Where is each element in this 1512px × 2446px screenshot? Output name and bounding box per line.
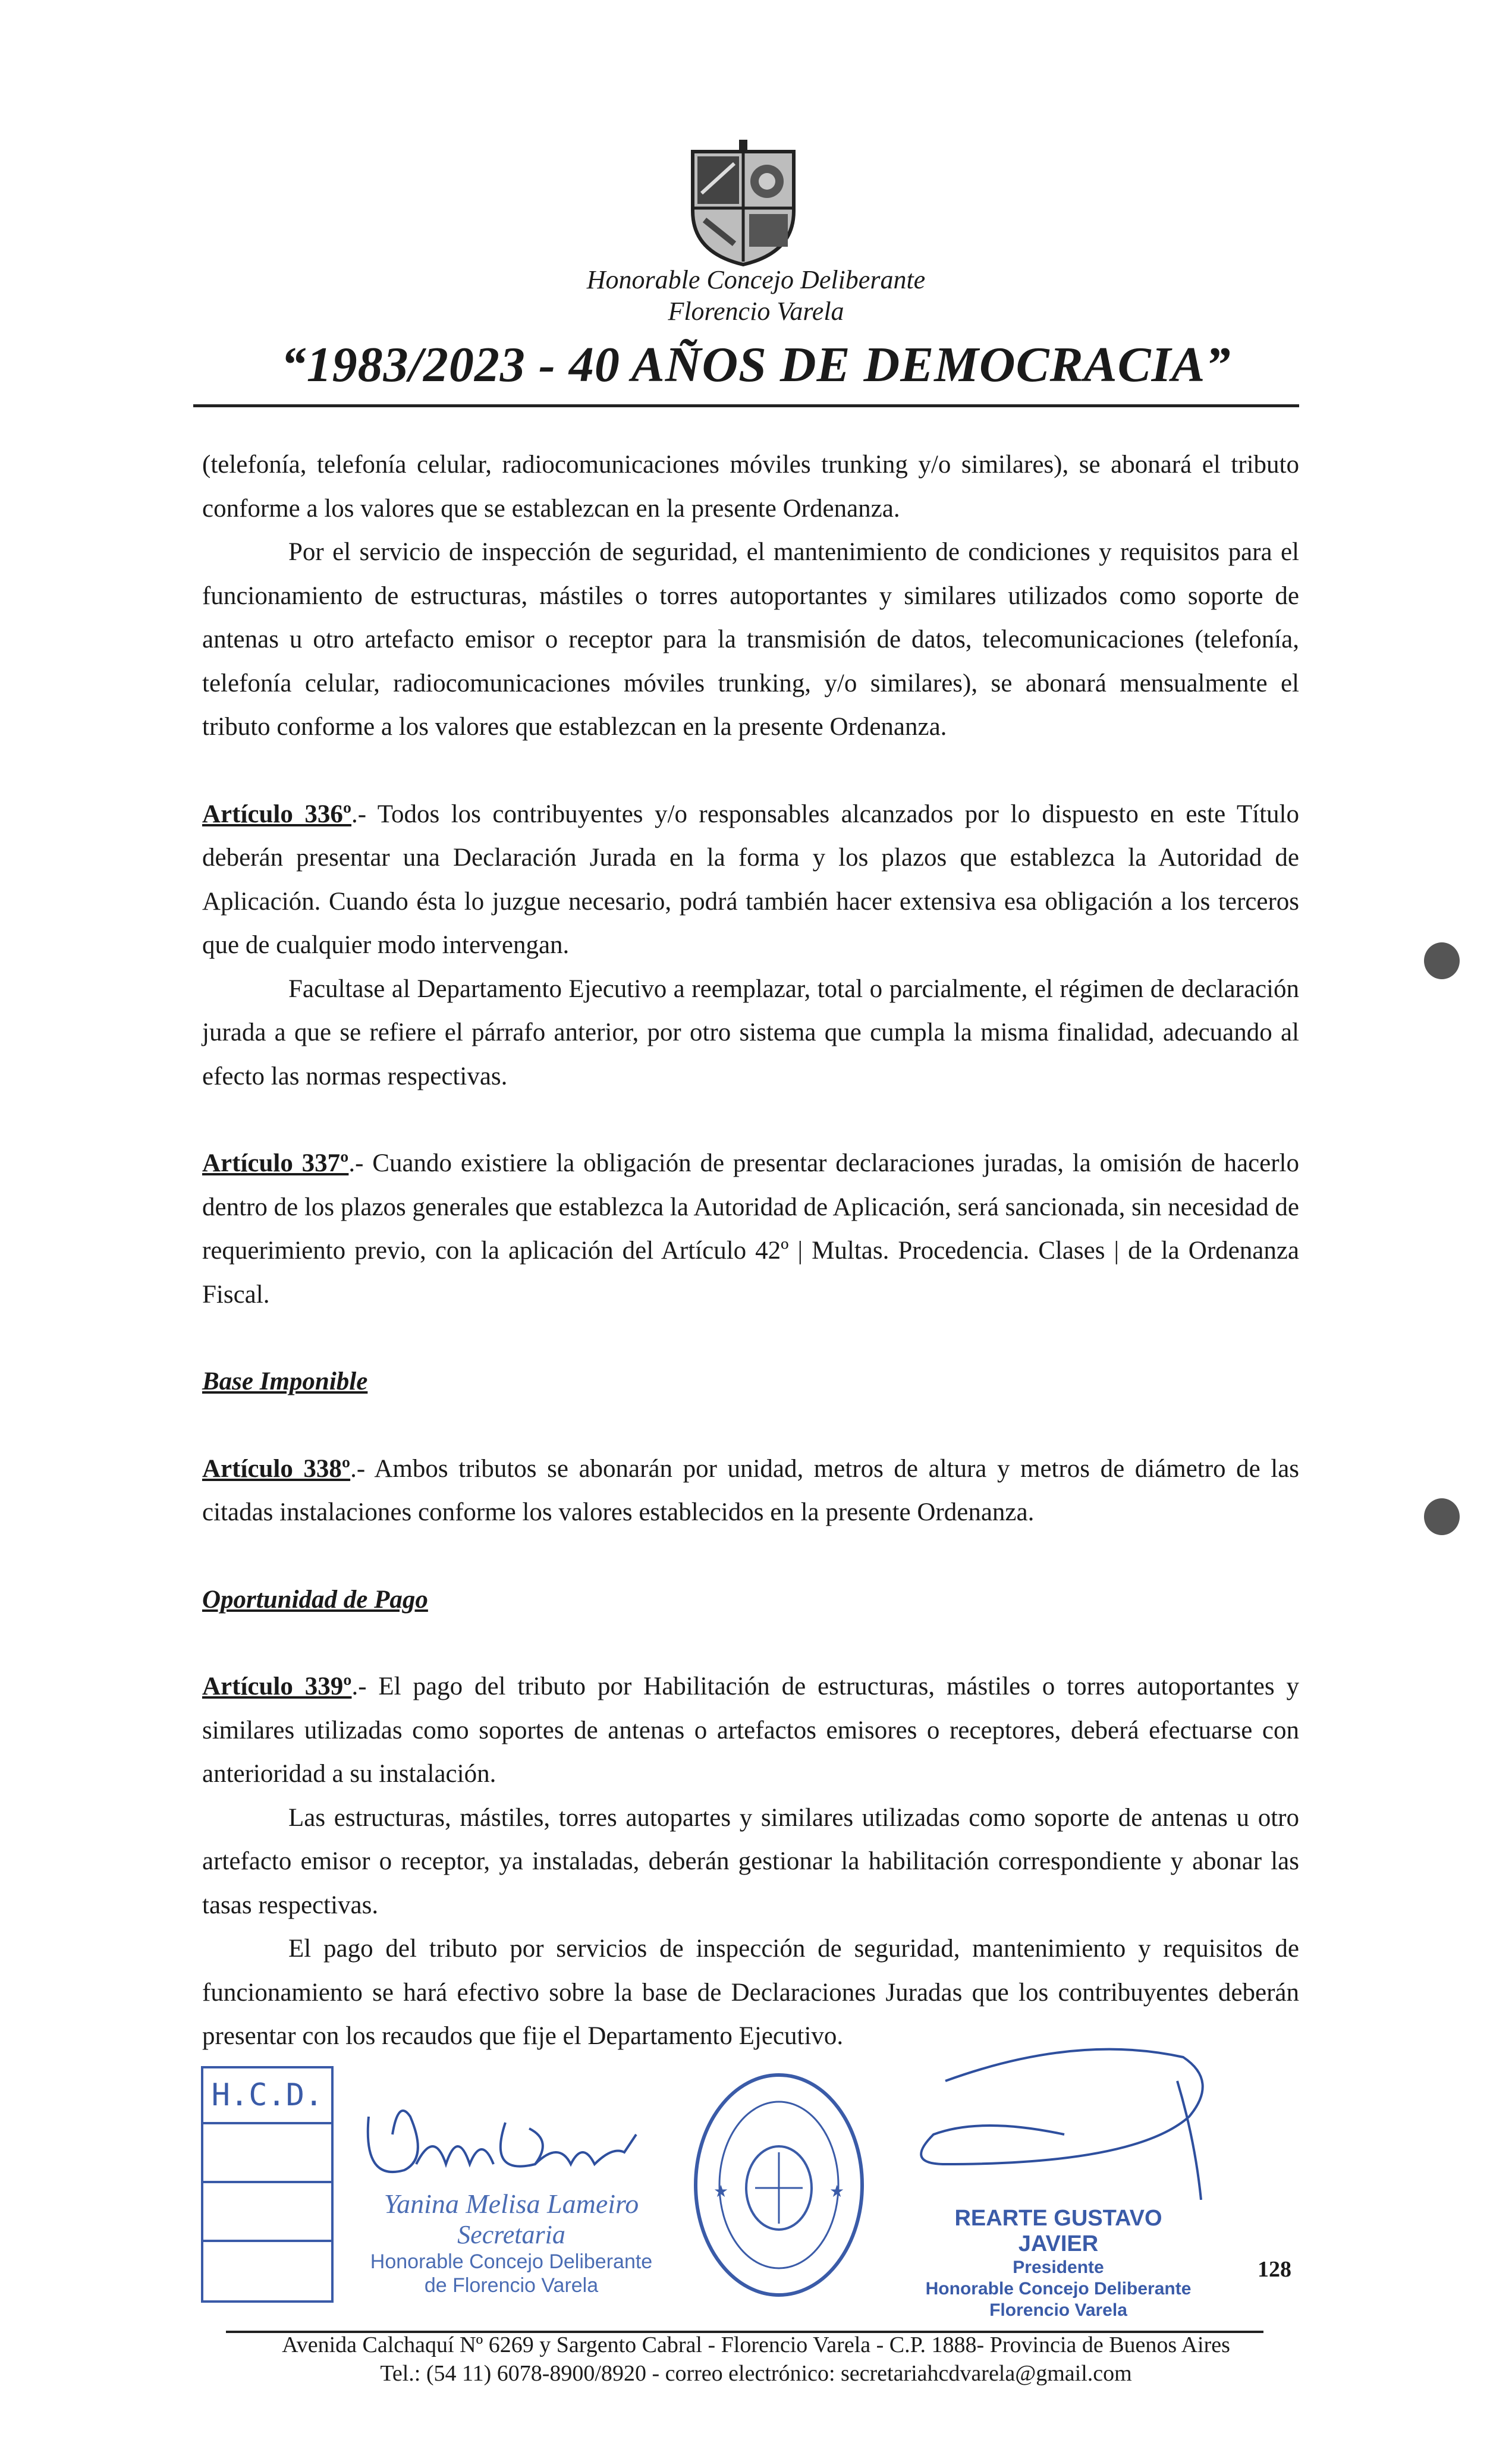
paragraph: El pago del tributo por servicios de inspección de seguridad, mantenimiento y requisitos de funcionamiento se hará efectivo sobre la base de Declaraciones Juradas que los contribuyentes deberán presentar con los recaudos que fije el Departamento Ejecutivo. bbox=[202, 1935, 1299, 2050]
paragraph: (telefonía, telefonía celular, radiocomunicaciones móviles trunking y/o similares), se abonará el tributo conforme a los valores que se establezcan en la presente Ordenanza. bbox=[202, 451, 1299, 523]
article-text: .- Todos los contribuyentes y/o responsables alcanzados por lo dispuesto en este Título deberán presentar una Declaración Jurada en la forma y los plazos que establezca la Autoridad de Aplicación. Cuando ésta lo juzgue necesario, podrá también hacer extensiva esa obligación a los terceros que de cualquier modo intervengan. bbox=[202, 800, 1299, 959]
section-heading-oportunidad-de-pago: Oportunidad de Pago bbox=[202, 1585, 428, 1614]
secretary-signature bbox=[357, 2081, 666, 2200]
article-label: Artículo 337º bbox=[202, 1149, 349, 1177]
article-336 bbox=[202, 793, 1299, 967]
article-label: Artículo 336º bbox=[202, 800, 352, 828]
municipal-crest-icon bbox=[687, 140, 800, 268]
article-339 bbox=[202, 1665, 1299, 1796]
punch-hole bbox=[1424, 1498, 1460, 1535]
article-338 bbox=[202, 1447, 1299, 1535]
secretary-org-city: de Florencio Varela bbox=[424, 2274, 599, 2297]
institution-city: Florencio Varela bbox=[668, 297, 844, 326]
article-337 bbox=[202, 1142, 1299, 1316]
secretary-org: Honorable Concejo Deliberante bbox=[370, 2250, 653, 2273]
president-stamp bbox=[916, 2206, 1201, 2321]
paragraph: Facultase al Departamento Ejecutivo a reemplazar, total o parcialmente, el régimen de declaración jurada a que se refiere el párrafo anterior, por otro sistema que cumpla la misma finalidad, adecuando al efecto las normas respectivas. bbox=[202, 974, 1299, 1090]
header-motto: “1983/2023 - 40 AÑOS DE DEMOCRACIA” bbox=[281, 337, 1231, 392]
president-name: REARTE GUSTAVO JAVIER bbox=[954, 2206, 1162, 2256]
punch-hole bbox=[1424, 942, 1460, 979]
article-label: Artículo 339º bbox=[202, 1672, 352, 1700]
president-signature bbox=[910, 2045, 1219, 2200]
secretary-stamp bbox=[351, 2188, 672, 2297]
footer-address: Avenida Calchaquí Nº 6269 y Sargento Cabral - Florencio Varela - C.P. 1888- Provincia de Buenos Aires bbox=[282, 2332, 1230, 2357]
article-label: Artículo 338º bbox=[202, 1454, 351, 1483]
article-text: .- El pago del tributo por Habilitación de estructuras, mástiles o torres autoportantes y similares utilizadas como soportes de antenas o artefactos emisores o receptores, deberá efectuarse con anterioridad a su instalación. bbox=[202, 1672, 1299, 1788]
header-divider bbox=[193, 404, 1299, 407]
paragraph: Las estructuras, mástiles, torres autopartes y similares utilizadas como soporte de antenas u otro artefacto emisor o receptor, ya instaladas, deberán gestionar la habilitación correspondiente y abonar las tasas respectivas. bbox=[202, 1803, 1299, 1919]
institution-name: Honorable Concejo Deliberante bbox=[586, 265, 926, 294]
document-body bbox=[202, 443, 1299, 2058]
paragraph: Por el servicio de inspección de seguridad, el mantenimiento de condiciones y requisitos para el funcionamiento de estructuras, mástiles o torres autoportantes y similares utilizados como soporte de antenas u otro artefacto emisor o receptor para la transmisión de datos, telecomunicaciones (telefonía, telefonía celular, radiocomunicaciones móviles trunking, y/o similares), se abonará mensualmente el tributo conforme a los valores que establezcan en la presente Ordenanza. bbox=[202, 538, 1299, 741]
president-org-city: Florencio Varela bbox=[989, 2300, 1127, 2320]
article-text: .- Cuando existiere la obligación de presentar declaraciones juradas, la omisión de hacerlo dentro de los plazos generales que establezca la Autoridad de Aplicación, será sancionada, sin necesidad de requerimiento previo, con la aplicación del Artículo 42º | Multas. Procedencia. Clases | de la Ordenanza Fiscal. bbox=[202, 1149, 1299, 1309]
secretary-name: Yanina Melisa Lameiro bbox=[383, 2189, 639, 2219]
article-text: .- Ambos tributos se abonarán por unidad, metros de altura y metros de diámetro de las citadas instalaciones conforme los valores establecidos en la presente Ordenanza. bbox=[202, 1454, 1300, 1526]
svg-text:★: ★ bbox=[713, 2181, 729, 2201]
official-seal bbox=[690, 2069, 868, 2301]
secretary-title: Secretaria bbox=[457, 2220, 565, 2249]
president-org: Honorable Concejo Deliberante bbox=[925, 2279, 1192, 2299]
section-heading-base-imponible: Base Imponible bbox=[202, 1367, 368, 1395]
hcd-stamp-title: H.C.D. bbox=[203, 2068, 331, 2124]
svg-text:★: ★ bbox=[829, 2181, 845, 2201]
hcd-stamp-box bbox=[201, 2066, 334, 2303]
page-number: 128 bbox=[1258, 2257, 1291, 2282]
president-title: Presidente bbox=[1013, 2258, 1104, 2277]
footer-contact: Tel.: (54 11) 6078-8900/8920 - correo electrónico: secretariahcdvarela@gmail.com bbox=[380, 2361, 1132, 2386]
